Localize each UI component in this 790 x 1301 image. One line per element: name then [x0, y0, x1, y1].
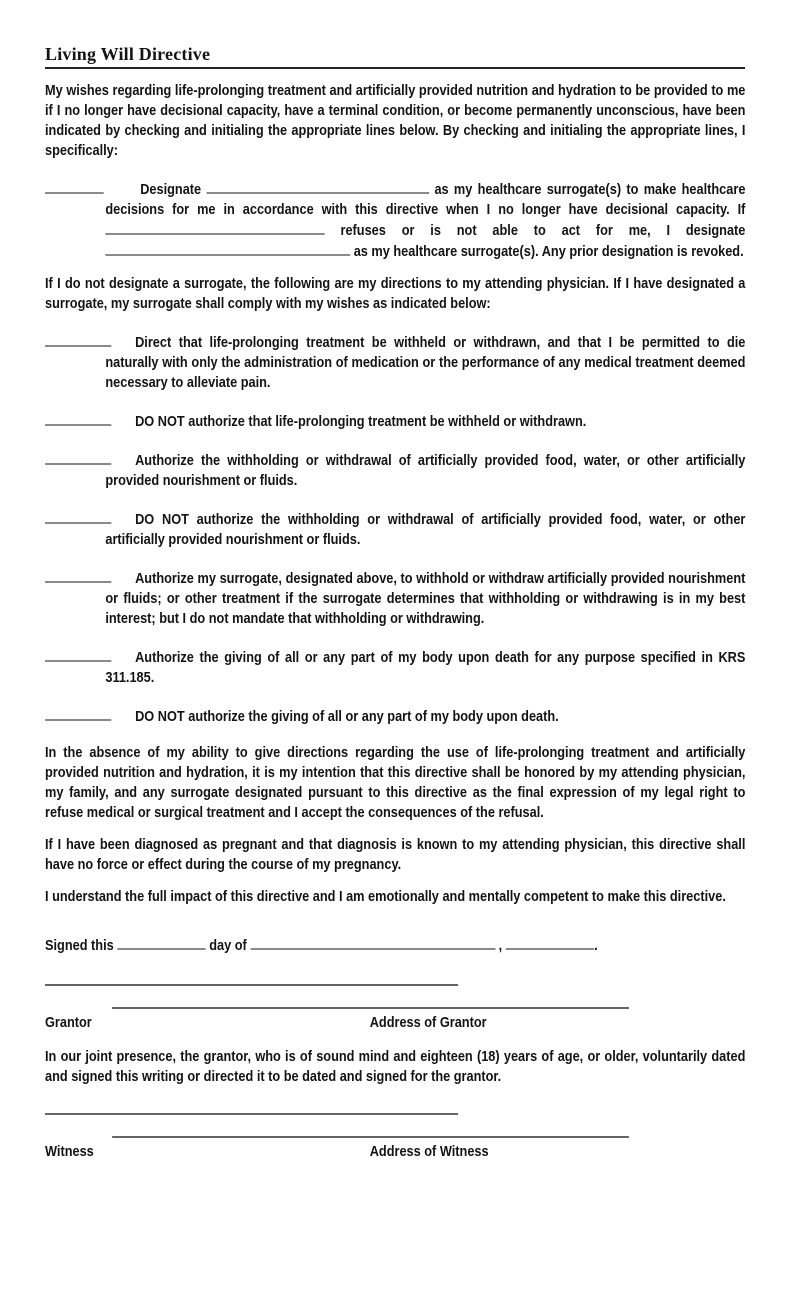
- item-text: DO NOT authorize that life-prolonging treatment be withheld or withdrawn.: [135, 413, 587, 430]
- grantor-label-row: [45, 1014, 745, 1034]
- day-blank[interactable]: [117, 935, 205, 950]
- signed-text-4: .: [594, 937, 598, 954]
- designate-text-4: as my healthcare surrogate(s). Any prior designation is revoked.: [353, 243, 744, 260]
- initials-blank[interactable]: [45, 411, 111, 426]
- initials-blank[interactable]: [45, 568, 111, 583]
- initials-blank[interactable]: [45, 179, 104, 194]
- absence-paragraph: In the absence of my ability to give directions regarding the use of life-prolonging treatment and artificially provided nutrition and hydration, it is my intention that this directive shall be honored by my attending physician, my family, and any surrogate designated pursuant to this directive as the final expression of my legal right to refuse medical or surgical treatment and I accept the consequences of the refusal.: [45, 744, 746, 821]
- month-blank[interactable]: [250, 935, 495, 950]
- authorize-surrogate-withhold-item: [105, 568, 745, 629]
- tab-spacer: [111, 346, 135, 347]
- designate-text-1: Designate: [140, 181, 202, 198]
- page-title: Living Will Directive: [45, 44, 211, 64]
- pregnancy-paragraph: If I have been diagnosed as pregnant and that diagnosis is known to my attending physician, this directive shall have no force or effect during the course of my pregnancy.: [45, 836, 746, 873]
- witness-label-row: [45, 1143, 745, 1163]
- tab-spacer: [111, 582, 135, 583]
- initials-blank[interactable]: [45, 450, 111, 465]
- signed-text-2: day of: [209, 937, 247, 954]
- tab-spacer: [111, 523, 135, 524]
- initials-blank[interactable]: [45, 509, 111, 524]
- direct-withhold-item: [105, 332, 745, 393]
- designate-text-2: as my healthcare surrogate(s) to make healthcare decisions for me in accordance with this directive when I no longer have decisional capacity. If: [105, 181, 746, 218]
- do-not-nutrition-withdrawal-item: [105, 509, 745, 550]
- authorize-body-donation-item: [105, 647, 745, 688]
- surrogate-name-blank[interactable]: [206, 179, 429, 194]
- do-not-body-donation-item: [105, 706, 745, 727]
- tab-spacer: [111, 720, 135, 721]
- document-body: [45, 81, 745, 1163]
- signed-text-1: Signed this: [45, 937, 114, 954]
- intro-paragraph: My wishes regarding life-prolonging treatment and artificially provided nutrition and hydration to be provided to me if I no longer have decisional capacity, have a terminal condition, or become permanently unconscious, have been indicated by checking and initialing the appropriate lines below. By checking and initialing the appropriate lines, I specifically:: [45, 82, 746, 159]
- witness-label: Witness: [45, 1143, 94, 1160]
- designate-surrogate-item: [105, 179, 745, 262]
- unavailable-surrogate-blank[interactable]: [105, 220, 324, 235]
- tab-spacer: [104, 193, 141, 194]
- do-not-withhold-item: [105, 411, 745, 432]
- item-text: DO NOT authorize the withholding or withdrawal of artificially provided food, water, or other artificially provided nourishment or fluids.: [105, 511, 746, 548]
- authorize-nutrition-withdrawal-item: [105, 450, 745, 491]
- grantor-address-line[interactable]: [112, 1007, 629, 1009]
- initials-blank[interactable]: [45, 647, 111, 662]
- signed-date-row: [45, 935, 745, 956]
- item-text: DO NOT authorize the giving of all or any part of my body upon death.: [135, 708, 559, 725]
- grantor-address-label: Address of Grantor: [369, 1014, 487, 1031]
- tab-spacer: [111, 464, 135, 465]
- tab-spacer: [111, 661, 135, 662]
- designate-text-3: refuses or is not able to act for me, I designate: [340, 222, 746, 239]
- item-text: Authorize the withholding or withdrawal of artificially provided food, water, or other artificially provided nourishment or fluids.: [105, 452, 746, 489]
- witness-address-label: Address of Witness: [369, 1143, 489, 1160]
- surrogate-directions-paragraph: If I do not designate a surrogate, the following are my directions to my attending physician. If I have designated a surrogate, my surrogate shall comply with my wishes as indicated below:: [45, 275, 746, 312]
- grantor-label: Grantor: [45, 1014, 92, 1031]
- tab-spacer: [111, 425, 135, 426]
- title-row: [45, 44, 745, 69]
- item-text: Authorize my surrogate, designated above, to withhold or withdraw artificially provided nourishment or fluids; or other treatment if the surrogate determines that withholding or withdrawing is in my best interest; but I do not mandate that withholding or withdrawing.: [105, 570, 746, 627]
- signed-text-3: ,: [498, 937, 503, 954]
- item-text: Authorize the giving of all or any part of my body upon death for any purpose specified in KRS 311.185.: [105, 649, 746, 686]
- item-text: Direct that life-prolonging treatment be withheld or withdrawn, and that I be permitted to die naturally with only the administration of medication or the performance of any medical treatment deemed necessary to alleviate pain.: [105, 334, 746, 391]
- witness-address-line[interactable]: [112, 1136, 629, 1138]
- alternate-surrogate-blank[interactable]: [105, 241, 350, 256]
- competence-paragraph: I understand the full impact of this directive and I am emotionally and mentally competent to make this directive.: [45, 888, 726, 905]
- year-blank[interactable]: [506, 935, 594, 950]
- witness-signature-line[interactable]: [45, 1113, 458, 1115]
- initials-blank[interactable]: [45, 706, 111, 721]
- initials-blank[interactable]: [45, 332, 111, 347]
- grantor-signature-line[interactable]: [45, 984, 458, 986]
- joint-presence-paragraph: In our joint presence, the grantor, who is of sound mind and eighteen (18) years of age, or older, voluntarily dated and signed this writing or directed it to be dated and signed for the grantor.: [45, 1048, 746, 1085]
